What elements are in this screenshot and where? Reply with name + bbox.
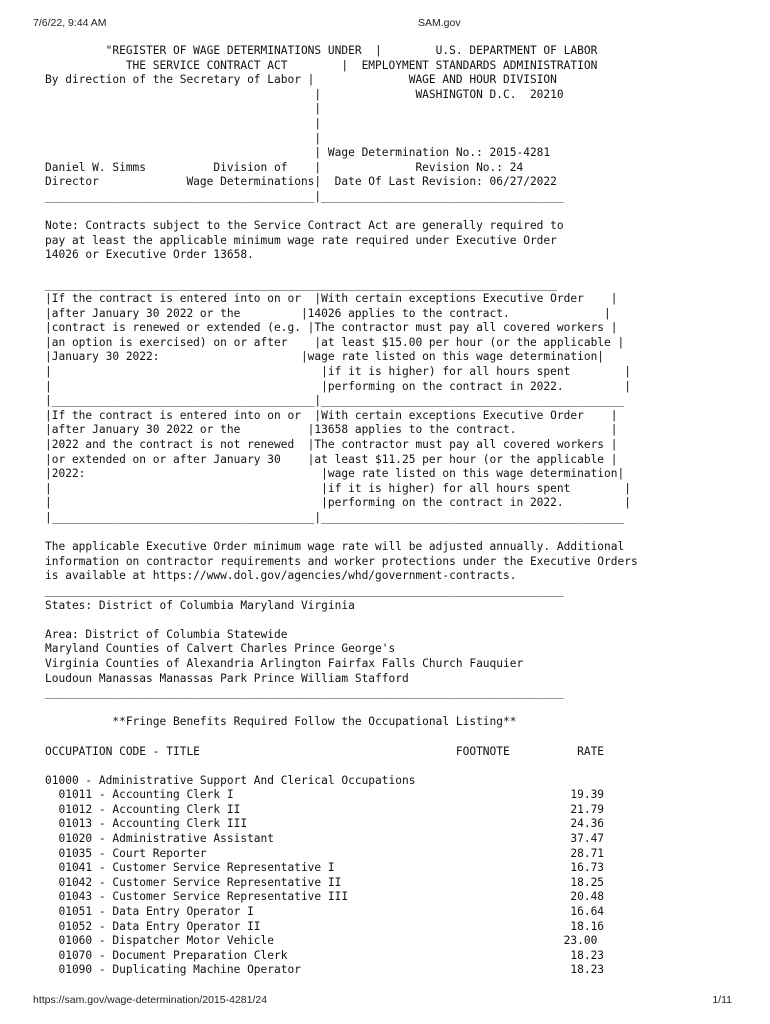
print-header-datetime: 7/6/22, 9:44 AM (33, 17, 107, 29)
document-line: |If the contract is entered into on or |With certain exceptions Executive Order | (45, 292, 618, 306)
document-line: 01051 - Data Entry Operator I 16.64 (45, 905, 605, 919)
document-line (45, 701, 638, 716)
document-line: |_______________________________________|_____________________________________________ (45, 511, 625, 524)
document-line: |If the contract is entered into on or |With certain exceptions Executive Order | (45, 408, 618, 422)
document-line: 01042 - Customer Service Representative II 18.25 (45, 875, 605, 889)
document-line: 01052 - Data Entry Operator II 18.16 (45, 919, 605, 933)
document-line: THE SERVICE CONTRACT ACT | EMPLOYMENT STANDARDS ADMINISTRATION (45, 58, 598, 72)
document-line (45, 526, 638, 541)
document-line: | |if it is higher) for all hours spent | (45, 365, 631, 379)
print-footer-url[interactable]: https://sam.gov/wage-determination/2015-4281/24 (33, 994, 268, 1006)
document-line (45, 730, 638, 745)
document-line: 01011 - Accounting Clerk I 19.39 (45, 788, 605, 802)
document-line: | (45, 116, 322, 130)
document-line: 01000 - Administrative Support And Clerical Occupations (45, 773, 416, 787)
document-line: _____________________________________________________________________________ (45, 583, 564, 597)
document-line: **Fringe Benefits Required Follow the Occupational Listing** (45, 715, 517, 729)
document-line: |an option is exercised) on or after |at least $15.00 per hour (or the applicable | (45, 335, 625, 349)
document-line: | (45, 131, 322, 145)
document-line: |contract is renewed or extended (e.g. |The contractor must pay all covered workers | (45, 321, 618, 335)
document-line: |2022 and the contract is not renewed |The contractor must pay all covered workers | (45, 438, 618, 452)
document-line: 14026 or Executive Order 13658. (45, 248, 254, 262)
document-line (45, 613, 638, 628)
document-line: "REGISTER OF WAGE DETERMINATIONS UNDER | U.S. DEPARTMENT OF LABOR (45, 44, 598, 57)
document-line: OCCUPATION CODE - TITLE FOOTNOTE RATE (45, 744, 605, 758)
print-footer-page-number: 1/11 (712, 994, 732, 1006)
document-line: 01070 - Document Preparation Clerk 18.23 (45, 948, 605, 962)
document-line: The applicable Executive Order minimum wage rate will be adjusted annually. Additional (45, 540, 625, 554)
document-line: |January 30 2022: |wage rate listed on this wage determination| (45, 350, 605, 364)
document-line: |after January 30 2022 or the |13658 applies to the contract. | (45, 423, 618, 437)
document-line: information on contractor requirements and worker protections under the Executive Orders (45, 554, 638, 568)
document-line: Virginia Counties of Alexandria Arlington Fairfax Falls Church Fauquier (45, 656, 524, 670)
document-line: |or extended on or after January 30 |at least $11.25 per hour (or the applicable | (45, 452, 618, 466)
document-line: Note: Contracts subject to the Service Contract Act are generally required to (45, 219, 564, 233)
document-line: Loudoun Manassas Manassas Park Prince William Stafford (45, 671, 409, 685)
document-line: _____________________________________________________________________________ (45, 686, 564, 700)
document-line (45, 759, 638, 774)
document-line: | WASHINGTON D.C. 20210 (45, 87, 564, 101)
document-line: | |performing on the contract in 2022. | (45, 496, 631, 510)
document-line: 01041 - Customer Service Representative I 16.73 (45, 861, 605, 875)
document-line: Maryland Counties of Calvert Charles Prince George's (45, 642, 396, 656)
document-line: is available at https://www.dol.gov/agencies/whd/government-contracts. (45, 569, 517, 583)
document-line: Daniel W. Simms Division of | Revision No.: 24 (45, 160, 524, 174)
document-line: |2022: |wage rate listed on this wage determination| (45, 467, 625, 481)
document-line: 01013 - Accounting Clerk III 24.36 (45, 817, 605, 831)
print-header-site-title: SAM.gov (418, 17, 461, 29)
document-line: 01020 - Administrative Assistant 37.47 (45, 832, 605, 846)
document-line: |_______________________________________|_____________________________________________ (45, 394, 625, 408)
document-line: ________________________________________|____________________________________ (45, 189, 564, 203)
document-line: |after January 30 2022 or the |14026 applies to the contract. | (45, 306, 611, 320)
document-line (45, 205, 638, 220)
document-line: | Wage Determination No.: 2015-4281 (45, 146, 551, 160)
document-line: pay at least the applicable minimum wage rate required under Executive Order (45, 233, 557, 247)
wage-determination-document (45, 44, 638, 978)
document-line: Area: District of Columbia Statewide (45, 627, 288, 641)
document-line: 01060 - Dispatcher Motor Vehicle 23.00 (45, 934, 598, 948)
document-line: | |if it is higher) for all hours spent | (45, 481, 631, 495)
document-line (45, 263, 638, 278)
document-line: | (45, 102, 322, 116)
document-line: Director Wage Determinations| Date Of Last Revision: 06/27/2022 (45, 175, 557, 189)
document-line: 01043 - Customer Service Representative III 20.48 (45, 890, 605, 904)
document-line: 01090 - Duplicating Machine Operator 18.23 (45, 963, 605, 977)
document-line: ____________________________________________________________________________ (45, 277, 557, 291)
document-line: | |performing on the contract in 2022. | (45, 379, 631, 393)
document-line: States: District of Columbia Maryland Virginia (45, 598, 355, 612)
document-line: 01012 - Accounting Clerk II 21.79 (45, 802, 605, 816)
document-line: By direction of the Secretary of Labor | WAGE AND HOUR DIVISION (45, 73, 557, 87)
document-line: 01035 - Court Reporter 28.71 (45, 846, 605, 860)
